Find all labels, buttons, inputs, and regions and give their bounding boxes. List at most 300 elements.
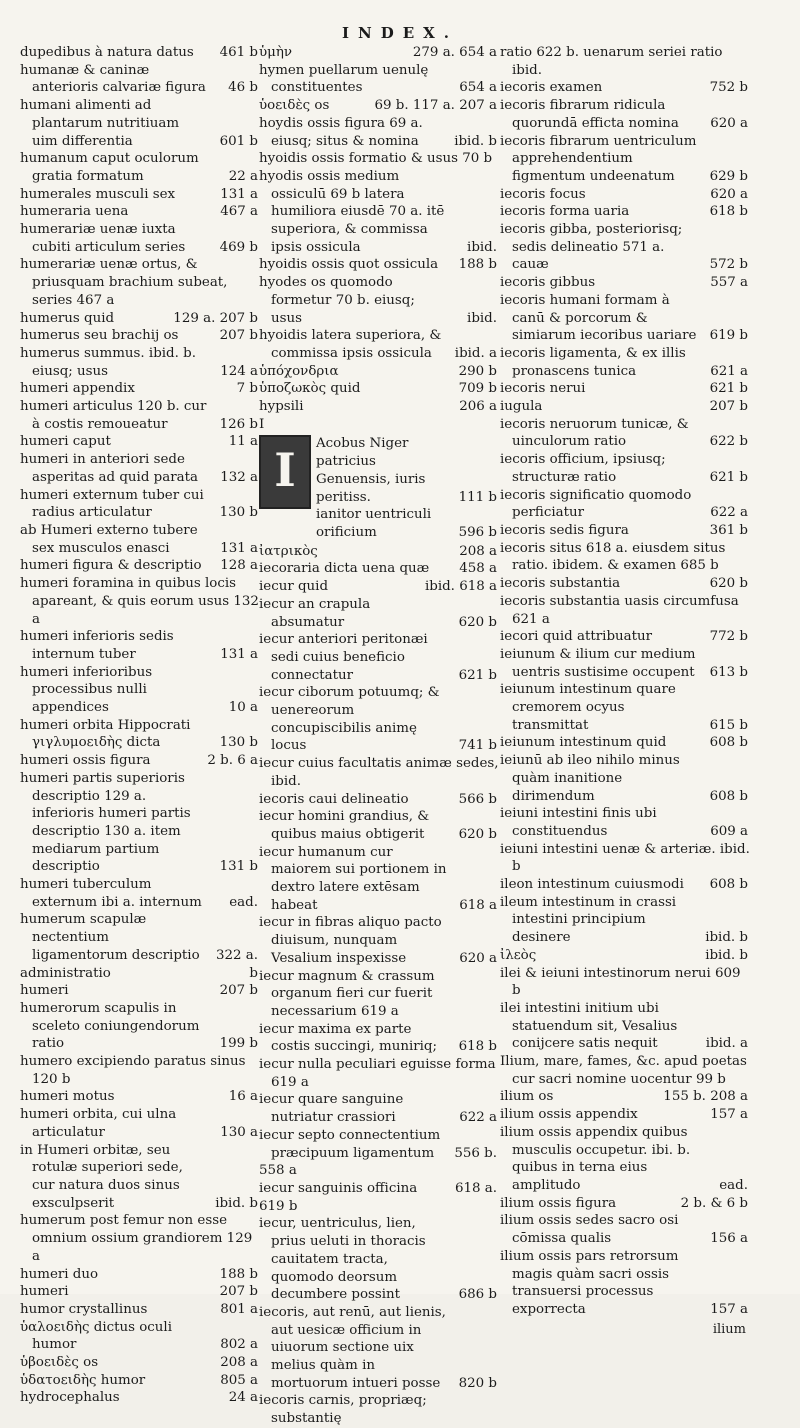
- index-entry: [500, 965, 750, 1000]
- index-entry: [259, 1198, 499, 1216]
- index-entry-text: ieiunū ab ileo nihilo minus quàm inanitione dirimendum: [500, 753, 680, 804]
- index-entry-page-ref: 615 b: [709, 717, 748, 733]
- index-entry-page-ref: 467 a: [220, 204, 258, 220]
- index-entry: [259, 596, 499, 631]
- index-entry-text: iecoris substantia: [500, 576, 621, 592]
- index-entry: [500, 186, 750, 204]
- index-entry-page-ref: 131 b: [219, 859, 258, 875]
- index-entry-page-ref: 188 b: [219, 1266, 258, 1282]
- index-entry-page-ref: 157 a: [710, 1107, 748, 1123]
- index-entry: [20, 628, 260, 663]
- index-entry: [20, 575, 260, 628]
- index-entry: [20, 256, 260, 309]
- index-entry-page-ref: 622 a: [710, 505, 748, 521]
- index-entry-text: humeri foramina in quibus locis apareant, & quis eorum usus 132 a: [20, 576, 259, 627]
- index-entry-text: ilium ossis pars retrorsum magis quàm sacri ossis transuersi processus exporrecta: [500, 1248, 679, 1317]
- index-entry-page-ref: 618 b: [458, 1039, 497, 1055]
- index-entry-page-ref: 620 a: [710, 186, 748, 202]
- index-entry-text: iecur sanguinis officina: [259, 1181, 418, 1196]
- index-entry-page-ref: 124 a: [220, 363, 258, 379]
- index-entry-page-ref: 596 b: [458, 524, 497, 540]
- index-entry: [500, 841, 750, 876]
- index-entry-text: iecoris humani formam à canū & porcorum & simiarum iecoribus uariare: [500, 292, 697, 344]
- index-entry-text: humeri inferioribus processibus nulli appendices: [20, 664, 153, 716]
- index-entry-text: humeri duo: [20, 1266, 99, 1282]
- index-entry: [259, 968, 499, 1021]
- index-entry: [500, 681, 750, 734]
- index-entry-text: humeri inferioris sedis internum tuber: [20, 629, 174, 662]
- index-entry: [259, 1304, 499, 1393]
- index-entry: [500, 1088, 750, 1106]
- index-entry: [20, 345, 260, 380]
- index-entry-text: hymen puellarum uenulę constituentes: [259, 62, 429, 96]
- index-entry-text: iecoris focus: [500, 186, 586, 202]
- index-entry-text: iecur anteriori peritonæi sedi cuius beneficio connectatur: [259, 632, 428, 683]
- index-entry: [500, 292, 750, 345]
- catchword: ilium: [712, 1321, 746, 1337]
- index-entry-page-ref: 618 b: [709, 204, 748, 220]
- index-entry: [500, 221, 750, 274]
- index-entry: [316, 506, 499, 541]
- index-entry: [500, 274, 750, 292]
- index-entry-text: Acobus Niger patricius Genuensis, iuris peritiss.: [316, 436, 426, 505]
- index-entry: [259, 808, 499, 843]
- index-entry-text: 558 a: [259, 1163, 297, 1179]
- index-entry-text: ieiuni intestini uenæ & arteriæ. ibid. b: [500, 841, 750, 875]
- index-entry-text: iecur quid: [259, 579, 329, 595]
- index-entry: [259, 1091, 499, 1126]
- index-entry: [259, 684, 499, 755]
- index-entry-page-ref: ibid. b: [215, 1195, 258, 1211]
- index-entry-page-ref: 621 b: [458, 667, 497, 683]
- index-entry: [20, 1053, 260, 1088]
- index-entry: [20, 982, 260, 1000]
- index-entry-text: ilium ossis appendix: [500, 1107, 638, 1123]
- index-section-letter: [259, 416, 499, 434]
- index-entry: [500, 805, 750, 840]
- index-entry-text: humerus seu brachij os: [20, 328, 179, 344]
- index-entry-text: iecoris sedis figura: [500, 522, 629, 538]
- index-entry-text: ieiunum & ilium cur medium uentris sustisime occupent: [500, 646, 696, 680]
- index-entry: [259, 1056, 499, 1091]
- index-entry: [500, 1124, 750, 1195]
- index-entry-text: ieiunum intestinum quid: [500, 735, 667, 751]
- index-entry-page-ref: 572 b: [709, 257, 748, 273]
- index-entry: [316, 435, 499, 506]
- index-entry: [20, 398, 260, 433]
- index-entry-page-ref: 469 b: [219, 239, 258, 255]
- index-entry-text: humanæ & caninæ anterioris calvariæ figura: [20, 62, 206, 96]
- index-entry-page-ref: 805 a: [220, 1372, 258, 1388]
- index-entry-text: ileon intestinum cuiusmodi: [500, 877, 684, 893]
- index-entry-text: ilium ossis sedes sacro osi cōmissa qualis: [500, 1213, 679, 1247]
- index-entry-text: ilium ossis figura: [500, 1195, 617, 1211]
- index-entry-text: hoydis ossis figura 69 a. eiusq; situs & nomina: [259, 115, 423, 149]
- index-entry-page-ref: 131 a: [220, 540, 258, 556]
- index-entry: [500, 451, 750, 486]
- index-entry-page-ref: ibid.: [467, 310, 497, 326]
- index-entry-page-ref: 557 a: [710, 275, 748, 291]
- decorated-initial-block: [259, 435, 499, 541]
- index-entry-text: iecoris carnis, propriæq; substantię: [259, 1393, 427, 1427]
- index-entry-page-ref: 618 a: [459, 897, 497, 913]
- index-entry: [20, 1301, 260, 1319]
- index-entry: [20, 1266, 260, 1284]
- index-entry-page-ref: 129 a. 207 b: [173, 310, 258, 326]
- index-entry-page-ref: 741 b: [458, 738, 497, 754]
- index-entry-text: iecoris nerui: [500, 381, 586, 397]
- index-entry-text: hyoidis ossis quot ossicula: [259, 257, 439, 273]
- index-entry-page-ref: 601 b: [219, 133, 258, 149]
- index-entry-text: humerorum scapulis in sceleto coniungendorum ratio: [20, 1000, 200, 1052]
- index-entry: [20, 433, 260, 451]
- index-entry-text: iecoris situs 618 a. eiusdem situs ratio. ibidem. & examen 685 b: [500, 540, 726, 574]
- index-entry: [20, 451, 260, 486]
- index-entry-text: iecur in fibras aliquo pacto diuisum, nunquam Vesalium inspexisse: [259, 915, 442, 966]
- index-entry-text: iecur ciborum potuumq; & uenereorum concupiscibilis animę locus: [259, 685, 440, 754]
- index-entry-page-ref: 126 b: [219, 416, 258, 432]
- index-entry-text: iecur, uentriculus, lien, prius ueluti in thoracis cauitatem tracta, quomodo deorsum decumbere possint: [259, 1216, 426, 1303]
- index-entry-text: humerum post femur non esse omnium ossium grandiorem 129 a: [20, 1213, 253, 1264]
- index-entry-page-ref: 654 a: [459, 80, 497, 96]
- index-entry-page-ref: 613 b: [709, 664, 748, 680]
- index-entry: [259, 380, 499, 398]
- index-entry-text: ilium os: [500, 1089, 554, 1105]
- index-entry-text: ilei intestini initium ubi statuendum sit, Vesalius conijcere satis nequit: [500, 1000, 678, 1052]
- index-entry: [20, 487, 260, 522]
- index-entry-text: ὑβοειδὲς os: [20, 1355, 99, 1371]
- index-entry-page-ref: 24 a: [228, 1390, 258, 1406]
- index-entry: [500, 575, 750, 593]
- index-entry-text: dupedibus à natura datus: [20, 45, 194, 60]
- index-entry-text: humeri orbita Hippocrati γιγλυμοειδὴς dicta: [20, 717, 191, 751]
- index-entry: [500, 1000, 750, 1053]
- index-entry-text: humerus quid: [20, 310, 115, 326]
- index-entry: [500, 734, 750, 752]
- index-entry: [20, 44, 260, 62]
- index-entry-text: iecoraria dicta uena quæ: [259, 561, 430, 577]
- index-entry-page-ref: 820 b: [458, 1375, 497, 1391]
- index-entry-text: humeri articulus 120 b. cur à costis remoueatur: [20, 399, 207, 432]
- index-entry-page-ref: 207 b: [219, 328, 258, 344]
- index-entry-text: humeri externum tuber cui radius articulatur: [20, 487, 204, 521]
- index-entry-page-ref: 22 a: [228, 168, 258, 184]
- index-entry-page-ref: 2 b. 6 a: [207, 753, 258, 769]
- index-entry-text: ὑοειδὲς os: [259, 98, 330, 114]
- index-entry-text: iecur an crapula absumatur: [259, 596, 371, 630]
- index-entry: [20, 150, 260, 185]
- index-entry-text: iecoris significatio quomodo perficiatur: [500, 487, 692, 521]
- index-entry: [20, 1212, 260, 1265]
- index-entry-page-ref: 622 b: [709, 434, 748, 450]
- index-column-2: [259, 44, 499, 1428]
- index-entry: [259, 115, 499, 150]
- index-entry: [20, 1319, 260, 1354]
- index-entry-page-ref: 132 a: [220, 469, 258, 485]
- index-entry-text: iecoris neruorum tunicæ, & uinculorum ratio: [500, 416, 689, 450]
- index-entry: [259, 631, 499, 684]
- index-entry-text: ἰατρικὸς: [259, 543, 318, 559]
- index-entry: [20, 1372, 260, 1390]
- index-entry-text: iecoris substantia uasis circumfusa 621 a: [500, 593, 739, 627]
- index-entry-text: ὑαλοειδὴς dictus oculi humor: [20, 1319, 172, 1353]
- index-entry: [20, 1142, 260, 1213]
- index-entry: [259, 560, 499, 578]
- index-entry: [259, 1021, 499, 1056]
- index-entry-text: hyoidis latera superiora, & commissa ipsis ossicula: [259, 328, 442, 361]
- index-entry-page-ref: 556 b.: [454, 1145, 497, 1161]
- index-entry-text: humeri ossis figura: [20, 753, 151, 769]
- index-entry-page-ref: 621 a: [710, 363, 748, 379]
- index-entry-page-ref: 621 b: [709, 469, 748, 485]
- index-entry-page-ref: 131 a: [220, 646, 258, 662]
- index-entry-text: humeri: [20, 983, 69, 999]
- page-header-title: INDEX.: [341, 24, 459, 42]
- index-entry: [500, 398, 750, 416]
- index-entry-text: humeri caput: [20, 434, 111, 450]
- index-entry: [500, 876, 750, 894]
- index-entry-page-ref: 608 b: [709, 788, 748, 804]
- index-entry-page-ref: b: [249, 965, 258, 981]
- index-entry-text: humeraria uena: [20, 204, 129, 220]
- index-entry: [500, 593, 750, 628]
- index-entry: [259, 1162, 499, 1180]
- index-entry: [20, 522, 260, 557]
- index-entry-page-ref: 709 b: [458, 381, 497, 397]
- index-entry: [500, 947, 750, 965]
- index-entry-page-ref: 772 b: [709, 629, 748, 645]
- index-entry-text: iecur humanum cur maiorem sui portionem in dextro latere extēsam habeat: [259, 844, 447, 913]
- index-entry: [259, 1127, 499, 1162]
- index-entry-page-ref: 207 b: [709, 399, 748, 415]
- index-entry: [20, 380, 260, 398]
- index-entry-page-ref: 620 b: [458, 614, 497, 630]
- index-entry-page-ref: 620 b: [709, 576, 748, 592]
- index-entry-text: Ilium, mare, fames, &c. apud poetas cur sacri nomine uocentur 99 b: [500, 1054, 747, 1087]
- index-entry: [500, 628, 750, 646]
- index-entry-page-ref: 157 a: [710, 1301, 748, 1317]
- index-entry: [500, 1212, 750, 1247]
- index-entry-text: humeri: [20, 1284, 69, 1300]
- index-entry-page-ref: 361 b: [709, 522, 748, 538]
- index-entry-text: iecori quid attribuatur: [500, 629, 653, 645]
- index-entry-page-ref: 206 a: [459, 399, 497, 415]
- index-entry-page-ref: ibid. b: [705, 930, 748, 946]
- index-entry: [20, 1088, 260, 1106]
- index-entry: [500, 522, 750, 540]
- index-entry-text: ὑπόχονδρια: [259, 363, 339, 379]
- index-entry: [259, 274, 499, 327]
- index-entry-text: humerus summus. ibid. b. eiusq; usus: [20, 345, 196, 379]
- index-entry: [259, 914, 499, 967]
- index-entry: [259, 543, 499, 561]
- decorated-initial-letter: I: [259, 435, 311, 509]
- index-entry-page-ref: 130 b: [219, 505, 258, 521]
- index-entry: [500, 97, 750, 132]
- index-entry-text: iecoris forma uaria: [500, 204, 630, 220]
- index-entry: [20, 876, 260, 911]
- index-entry-page-ref: 618 a.: [454, 1181, 497, 1196]
- index-entry: [259, 363, 499, 381]
- index-entry-text: iecoris examen: [500, 80, 603, 96]
- index-entry: [500, 1053, 750, 1088]
- index-entry-text: humeri partis superioris descriptio 129 a. inferioris humeri partis descriptio 130 a. item mediarum partium descriptio: [20, 770, 191, 875]
- index-entry: [259, 755, 499, 790]
- index-entry-page-ref: 7 b: [236, 381, 258, 397]
- index-entry: [259, 844, 499, 915]
- index-entry: [20, 327, 260, 345]
- index-entry: [259, 44, 499, 62]
- index-entry-page-ref: 10 a: [228, 700, 258, 716]
- index-entry-page-ref: 609 a: [710, 823, 748, 839]
- index-entry-page-ref: 2 b. & 6 b: [680, 1195, 748, 1211]
- index-entry-text: 619 b: [259, 1198, 298, 1214]
- index-entry: [20, 965, 260, 983]
- index-entry: [20, 1389, 260, 1407]
- index-entry-page-ref: 290 b: [458, 363, 497, 379]
- index-entry-page-ref: 608 b: [709, 735, 748, 751]
- index-entry-page-ref: ead.: [229, 894, 258, 910]
- index-entry: [259, 791, 499, 809]
- index-entry: [20, 770, 260, 876]
- index-entry-text: iecoris, aut renū, aut lienis, aut uesicæ officium in uiuorum sectione uix melius quàm in mortuorum intueri posse: [259, 1304, 446, 1391]
- index-entry-text: iecoris caui delineatio: [259, 791, 409, 807]
- index-entry: [259, 150, 499, 168]
- index-entry-page-ref: 629 b: [709, 168, 748, 184]
- index-entry: [500, 487, 750, 522]
- index-entry-page-ref: 608 b: [709, 877, 748, 893]
- index-entry-text: iecoris ligamenta, & ex illis pronascens tunica: [500, 345, 686, 379]
- index-entry-page-ref: 620 b: [458, 826, 497, 842]
- index-entry-page-ref: 207 b: [219, 1284, 258, 1300]
- index-entry-text: ὑδατοειδὴς humor: [20, 1372, 146, 1388]
- index-entry: [259, 578, 499, 596]
- index-entry-page-ref: 566 b: [458, 791, 497, 807]
- index-entry-page-ref: ibid. b: [454, 133, 497, 149]
- index-entry: [20, 752, 260, 770]
- index-entry-text: humeri motus: [20, 1089, 115, 1105]
- index-entry-page-ref: 686 b: [458, 1287, 497, 1303]
- index-entry-page-ref: 279 a. 654 a: [412, 45, 497, 60]
- index-entry-page-ref: ibid.: [467, 239, 497, 255]
- index-entry-text: in Humeri orbitæ, seu rotulæ superiori sede, cur natura duos sinus exsculpserit: [20, 1142, 183, 1211]
- index-entry-text: humeri orbita, cui ulna articulatur: [20, 1107, 177, 1140]
- index-entry-text: hypsili: [259, 399, 304, 415]
- index-entry: [500, 1195, 750, 1213]
- index-entry-page-ref: 128 a: [220, 558, 258, 574]
- index-entry-text: ileum intestinum in crassi intestini principium desinere: [500, 894, 677, 946]
- index-entry-page-ref: 620 a: [710, 115, 748, 131]
- index-entry-text: ilium ossis appendix quibus musculis occupetur. ibi. b. quibus in terna eius amplitudo: [500, 1124, 691, 1193]
- index-entry-text: ratio 622 b. uenarum seriei ratio ibid.: [500, 45, 723, 78]
- index-entry-text: humero excipiendo paratus sinus 120 b: [20, 1054, 246, 1087]
- index-entry-page-ref: 620 a: [459, 950, 497, 966]
- index-entry: [20, 1106, 260, 1141]
- index-entry-page-ref: ead.: [719, 1178, 748, 1193]
- index-entry-page-ref: 130 a: [220, 1124, 258, 1140]
- index-entry-page-ref: 199 b: [219, 1036, 258, 1052]
- index-entry-page-ref: 619 b: [709, 328, 748, 344]
- index-entry-text: hydrocephalus: [20, 1390, 120, 1406]
- index-entry-page-ref: 752 b: [709, 80, 748, 96]
- index-entry-page-ref: 622 a: [459, 1110, 497, 1126]
- index-entry: [259, 256, 499, 274]
- index-entry-text: iecur magnum & crassum organum fieri cur fuerit necessarium 619 a: [259, 968, 435, 1019]
- index-entry-page-ref: 16 a: [228, 1089, 258, 1105]
- index-entry-page-ref: 131 a: [220, 186, 258, 202]
- index-entry-page-ref: ibid. b: [705, 947, 748, 963]
- index-entry: [259, 62, 499, 97]
- index-entry-text: iecoris fibrarum uentriculum apprehendentium figmentum undeenatum: [500, 133, 697, 184]
- index-entry-text: ieiuni intestini finis ubi constituendus: [500, 806, 657, 839]
- index-entry-text: humeri appendix: [20, 381, 135, 397]
- index-column-3: [500, 44, 750, 1337]
- index-entry: [259, 1180, 499, 1198]
- index-entry-page-ref: 801 a: [220, 1301, 258, 1317]
- index-entry-text: iecoris gibba, posteriorisq; sedis delineatio 571 a. cauæ: [500, 222, 683, 273]
- index-entry-text: ilei & ieiuni intestinorum nerui 609 b: [500, 965, 741, 999]
- index-entry-text: ab Humeri externo tubere sex musculos enasci: [20, 522, 198, 556]
- index-entry-text: iecur homini grandius, & quibus maius obtigerit: [259, 809, 430, 842]
- index-entry-text: humerales musculi sex: [20, 186, 176, 202]
- index-entry-page-ref: ibid. 618 a: [424, 579, 497, 595]
- index-entry-text: I: [259, 416, 265, 432]
- index-entry-text: hyodis ossis medium ossiculū 69 b latera humiliora eiusdē 70 a. itē superiora, & commissa ipsis ossicula: [259, 168, 445, 255]
- index-entry: [259, 1392, 499, 1427]
- index-entry-page-ref: 208 a: [459, 543, 497, 559]
- index-entry-text: humor crystallinus: [20, 1301, 148, 1317]
- index-entry-page-ref: 155 b. 208 a: [663, 1089, 748, 1105]
- index-entry: [20, 1354, 260, 1372]
- index-entry-text: ὑποζωκὸς quid: [259, 381, 361, 397]
- index-entry: [20, 62, 260, 97]
- index-entry-text: iecur nulla peculiari eguisse forma 619 a: [259, 1057, 496, 1090]
- index-entry-page-ref: 111 b: [458, 489, 497, 505]
- index-entry-text: humeri figura & descriptio: [20, 558, 202, 574]
- index-entry: [20, 203, 260, 221]
- index-entry-text: humani alimenti ad plantarum nutritiuam uim differentia: [20, 98, 180, 149]
- index-entry-page-ref: 69 b. 117 a. 207 a: [374, 98, 497, 114]
- index-entry-text: iugula: [500, 399, 543, 415]
- index-entry-page-ref: 461 b: [219, 45, 258, 60]
- index-entry-text: ἰλεὸς: [500, 947, 537, 963]
- index-entry-page-ref: 802 a: [220, 1337, 258, 1353]
- index-entry-page-ref: 11 a: [228, 434, 258, 450]
- index-entry-text: humanum caput oculorum gratia formatum: [20, 151, 199, 184]
- index-entry-text: iecoris officium, ipsiusq; structuræ ratio: [500, 452, 666, 485]
- index-entry: [259, 168, 499, 257]
- index-entry-text: iecur cuius facultatis animæ sedes, ibid.: [259, 756, 499, 789]
- index-entry-text: humeri in anteriori sede asperitas ad quid parata: [20, 452, 198, 485]
- index-entry: [20, 1000, 260, 1053]
- index-entry-text: iecoris fibrarum ridicula quorundā efficta nomina: [500, 98, 679, 131]
- index-entry: [259, 1215, 499, 1304]
- index-entry-page-ref: 188 b: [458, 257, 497, 273]
- index-entry: [500, 345, 750, 380]
- index-entry-text: administratio: [20, 965, 111, 981]
- index-column-1: [20, 44, 260, 1407]
- index-entry: [20, 557, 260, 575]
- index-entry: [20, 186, 260, 204]
- index-entry-text: humeri tuberculum externum ibi a. internum: [20, 877, 202, 910]
- index-entry: [259, 398, 499, 416]
- index-entry-page-ref: 156 a: [710, 1231, 748, 1247]
- index-entry: [500, 44, 750, 79]
- index-entry: [20, 221, 260, 256]
- index-entry-text: humerum scapulæ nectentium ligamentorum descriptio: [20, 912, 200, 963]
- index-entry: [20, 717, 260, 752]
- index-entry-page-ref: 208 a: [220, 1355, 258, 1371]
